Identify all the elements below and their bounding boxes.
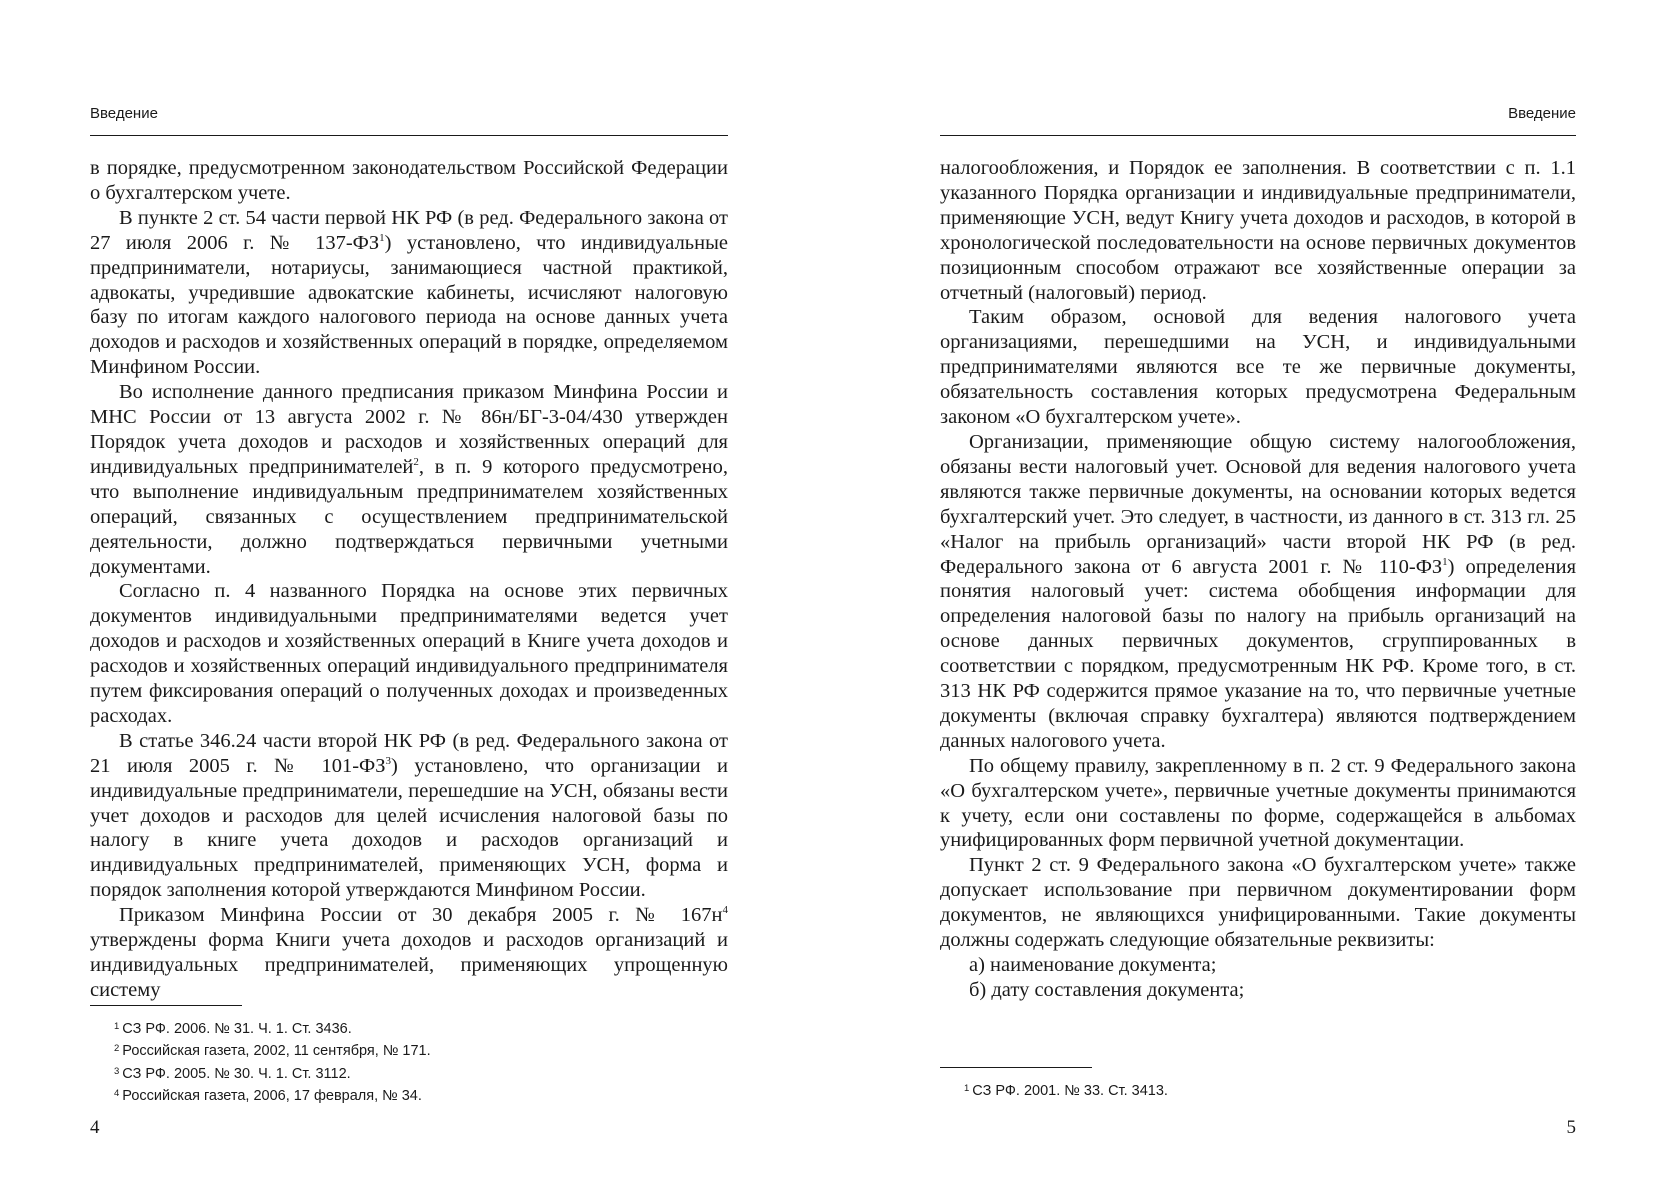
paragraph: По общему правилу, закрепленному в п. 2 ст. 9 Федерального закона «О бухгалтерском учете», первичные учетные документы принимаются к учету, если они составлены по форме, содержащейся в альбомах унифицированных форм первичной учетной документации. [940, 754, 1576, 852]
footnote-ref: 1 [379, 231, 385, 244]
footnote: $^3$ СЗ РФ. 2005. № 30. Ч. 1. Ст. 3112. [114, 1065, 351, 1082]
list-item: б) дату составления документа; [969, 978, 1245, 1001]
body-text [940, 156, 1576, 1003]
footnote: $^1$ СЗ РФ. 2006. № 31. Ч. 1. Ст. 3436. [114, 1021, 352, 1037]
left-page [90, 0, 728, 1199]
paragraph: Согласно п. 4 названного Порядка на основе этих первичных документов индивидуальными предпринимателями ведется учет доходов и расходов и хозяйственных операций в Книге учета доходов и расходов и хозяйственных операций индивидуального предпринимателя путем фиксирования операций о полученных доходах и произведенных расходах. [90, 580, 728, 727]
paragraph: В статье 346.24 части второй НК РФ (в ред. Федерального закона от 21 июля 2005 г. № $101-ФЗ^3$) установлено, что организации и индивидуальные предприниматели, перешедшие на УСН, обязаны вести учет доходов и расходов для целей исчисления налоговой базы по налогу в книге учета доходов и расходов организаций и индивидуальных предпринимателей, применяющих УСН, форма и порядок заполнения которой утверждаются Минфином России. [90, 729, 728, 902]
paragraph: в порядке, предусмотренном законодательством Российской Федерации о бухгалтерском учете. [90, 157, 728, 204]
footnote-ref: 1 [1442, 555, 1448, 568]
body-text [90, 156, 728, 1003]
footnotes [114, 1017, 728, 1106]
footnote-rule [940, 1067, 1092, 1068]
footnote-ref: 4 [722, 904, 728, 917]
paragraph: Пункт 2 ст. 9 Федерального закона «О бухгалтерском учете» также допускает использование при первичном документировании форм документов, не являющихся унифицированными. Такие документы должны содержать следующие обязательные реквизиты: [940, 854, 1576, 952]
running-head: Введение [1508, 105, 1576, 122]
paragraph: Во исполнение данного предписания приказом Минфина России и МНС России от 13 августа 2002 г. № 86н/БГ-3-04/430 утвержден Порядок учета доходов и расходов и хозяйственных операций для индивидуальных предпринимателей$^2$, в п. 9 которого предусмотрено, что выполнение индивидуальным предпринимателем хозяйственных операций, связанных с осуществлением предпринимательской деятельности, должно подтверждаться первичными учетными документами. [90, 381, 728, 578]
header-rule [90, 135, 728, 136]
paragraph: В пункте 2 ст. 54 части первой НК РФ (в ред. Федерального закона от 27 июля 2006 г. № $137-ФЗ^1$) установлено, что индивидуальные предприниматели, нотариусы, занимающиеся частной практикой, адвокаты, учредившие адвокатские кабинеты, исчисляют налоговую базу по итогам каждого налогового периода на основе данных учета доходов и расходов и хозяйственных операций в порядке, определяемом Минфином России. [90, 206, 729, 379]
paragraph: налогообложения, и Порядок ее заполнения. В соответствии с п. 1.1 указанного Порядка организации и индивидуальные предприниматели, применяющие УСН, ведут Книгу учета доходов и расходов, в которой в хронологической последовательности на основе первичных документов позиционным способом отражают все хозяйственные операции за отчетный (налоговый) период. [940, 157, 1576, 304]
paragraph: Таким образом, основой для ведения налогового учета организациями, перешедшими на УСН, и индивидуальными предпринимателями являются все те же первичные документы, обязательность составления которых предусмотрена Федеральным законом «О бухгалтерском учете». [940, 306, 1576, 429]
paragraph: Приказом Минфина России от 30 декабря 2005 г. № $167н^4$ утверждены форма Книги учета доходов и расходов организаций и индивидуальных предпринимателей, применяющих упрощенную систему [90, 904, 728, 1001]
page-number: 4 [90, 1117, 100, 1138]
footnote: $^1$ СЗ РФ. 2001. № 33. Ст. 3413. [964, 1083, 1168, 1099]
footnote: $^4$ Российская газета, 2006, 17 февраля, № 34. [114, 1087, 422, 1104]
paragraph: Организации, применяющие общую систему налогообложения, обязаны вести налоговый учет. Основой для ведения налогового учета являются также первичные документы, на основании которых ведется бухгалтерский учет. Это следует, в частности, из данного в ст. 313 гл. 25 «Налог на прибыль организаций» части второй НК РФ (в ред. Федерального закона от 6 августа 2001 г. № $110-ФЗ^1$) определения понятия налоговый учет: система обобщения информации для определения налоговой базы по налогу на прибыль организаций на основе данных первичных документов, сгруппированных в соответствии с порядком, предусмотренным НК РФ. Кроме того, в ст. 313 НК РФ содержится прямое указание на то, что первичные учетные документы (включая справку бухгалтера) являются подтверждением данных налогового учета. [940, 430, 1576, 752]
list-item: а) наименование документа; [969, 954, 1217, 976]
page-number: 5 [1566, 1117, 1576, 1138]
running-head: Введение [90, 105, 158, 122]
header-rule [940, 135, 1576, 136]
footnote: $^2$ Российская газета, 2002, 11 сентября, № 171. [114, 1043, 431, 1060]
footnote-ref: 2 [413, 455, 419, 468]
right-page [940, 0, 1576, 1199]
footnotes [964, 1079, 1576, 1101]
footnote-ref: 3 [385, 754, 392, 767]
footnote-rule [90, 1005, 242, 1006]
